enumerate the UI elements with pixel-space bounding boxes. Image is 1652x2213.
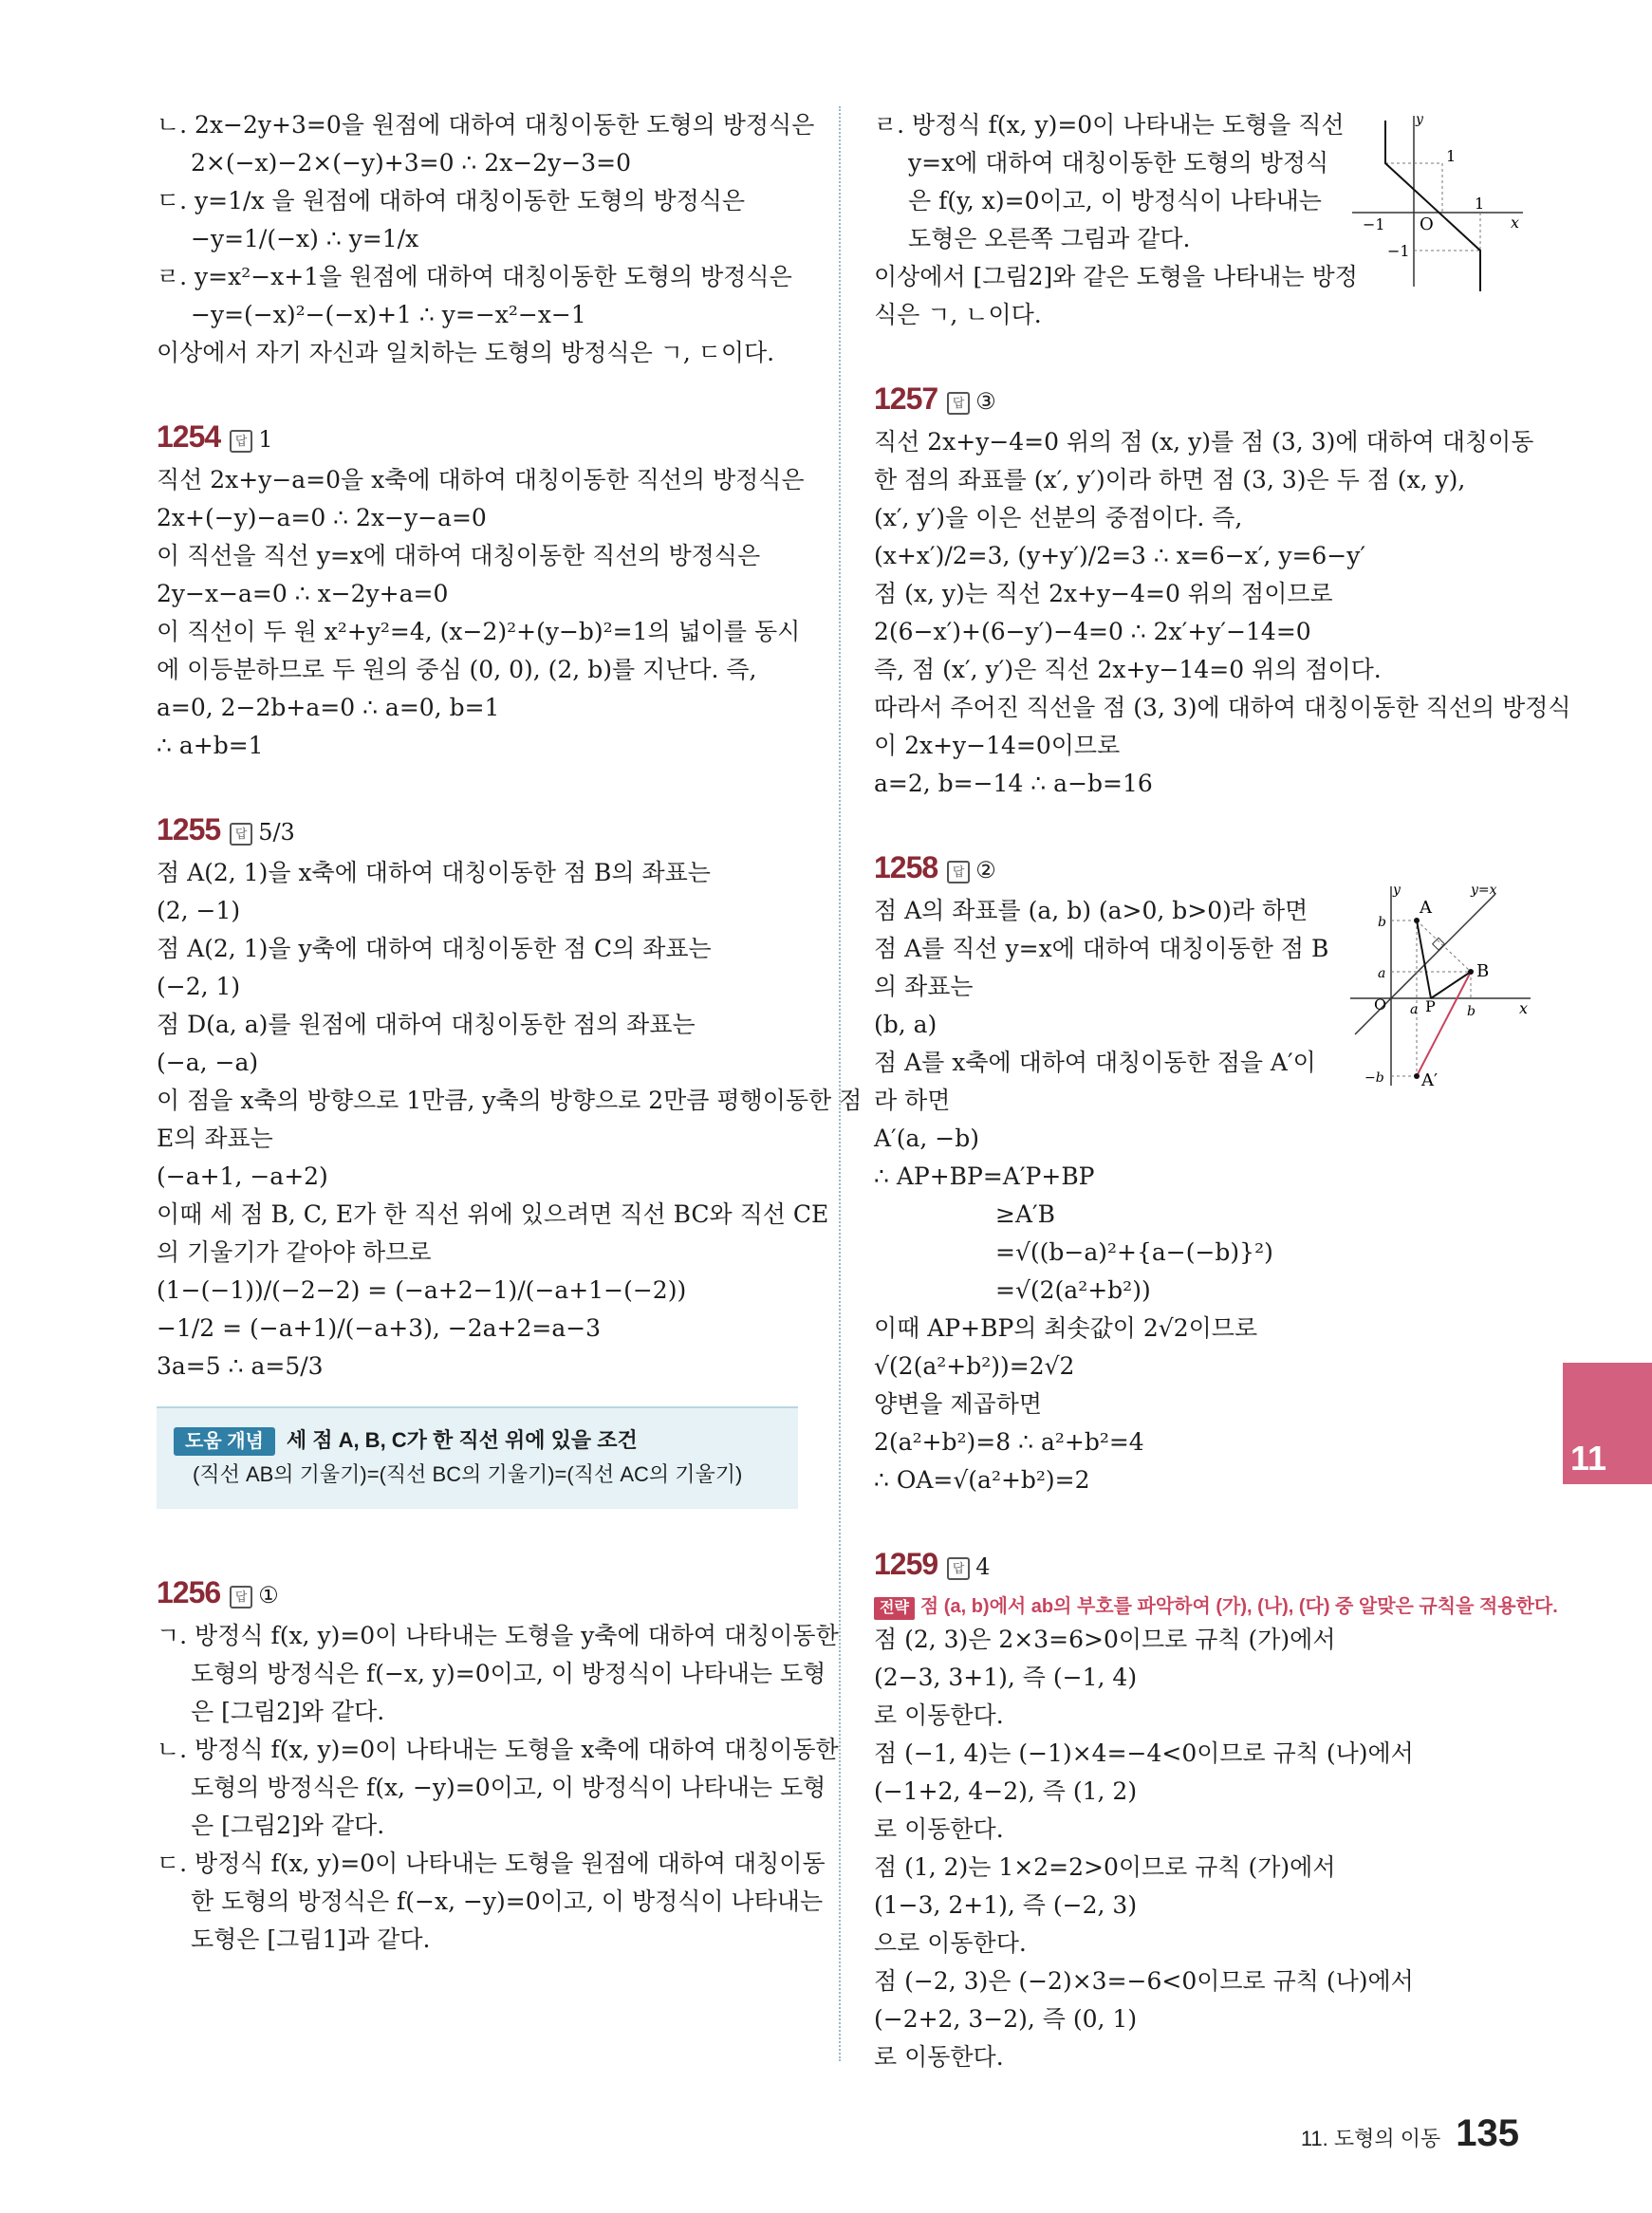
problem-header-1254 (157, 412, 802, 461)
text-line: (−a+1, −a+2) (157, 1162, 328, 1190)
tick-label: −1 (1387, 242, 1410, 260)
axis-label-y: y (1393, 883, 1401, 898)
tick-label: a (1378, 966, 1386, 981)
text-line: ∴ OA=√(a²+b²)=2 (874, 1466, 1090, 1494)
tick-label: −1 (1363, 215, 1385, 233)
problem-number: 1256 (157, 1575, 221, 1609)
text-line: 점 (x, y)는 직선 2x+y−4=0 위의 점이므로 (874, 580, 1333, 607)
problem-answer: ② (975, 857, 996, 883)
segment-A2B (1417, 972, 1471, 1076)
problem-answer: 4 (975, 1553, 991, 1580)
text-line: 의 기울기가 같아야 하므로 (157, 1238, 432, 1266)
concept-title: 세 점 A, B, C가 한 직선 위에 있을 조건 (286, 1428, 638, 1452)
text-line: 이때 AP+BP의 최솟값이 2√2이므로 (874, 1314, 1258, 1342)
problem-number: 1254 (157, 419, 221, 454)
problem-answer: 1 (258, 426, 273, 453)
point-label-P: P (1425, 997, 1436, 1015)
text-line: ㄷ. 방정식 f(x, y)=0이 나타내는 도형을 원점에 대하여 대칭이동 (157, 1850, 826, 1877)
text-line: 점 A(2, 1)을 y축에 대하여 대칭이동한 점 C의 좌표는 (157, 935, 712, 962)
text-line: ㄴ. 방정식 f(x, y)=0이 나타내는 도형을 x축에 대하여 대칭이동한 (157, 1736, 839, 1763)
text-line: 점 D(a, a)를 원점에 대하여 대칭이동한 점의 좌표는 (157, 1011, 696, 1038)
text-line: 직선 2x+y−4=0 위의 점 (x, y)를 점 (3, 3)에 대하여 대칭이동 (874, 428, 1534, 456)
axis-label-x: x (1519, 999, 1529, 1017)
text-line: 도형은 오른쪽 그림과 같다. (908, 225, 1191, 252)
text-line: 에 이등분하므로 두 원의 중심 (0, 0), (2, b)를 지난다. 즉, (157, 656, 757, 683)
text-line: a=2, b=−14 ∴ a−b=16 (874, 770, 1153, 797)
text-line: 2(6−x′)+(6−y′)−4=0 ∴ 2x′+y′−14=0 (874, 618, 1311, 645)
text-line: 점 A를 x축에 대하여 대칭이동한 점을 A′이 (874, 1049, 1316, 1076)
graph-curve (1385, 121, 1480, 291)
text-line: 도형은 [그림1]과 같다. (191, 1925, 431, 1953)
origin-label: O (1420, 214, 1434, 234)
text-line: a=0, 2−2b+a=0 ∴ a=0, b=1 (157, 694, 500, 721)
text-line: =√(2(a²+b²)) (995, 1276, 1151, 1304)
text-line: ∴ a+b=1 (157, 732, 264, 759)
segment-AP (1417, 921, 1431, 998)
text-line: (−1+2, 4−2), 즉 (1, 2) (874, 1777, 1138, 1805)
axis-label-y: y (1416, 112, 1423, 127)
text-line: 이 점을 x축의 방향으로 1만큼, y축의 방향으로 2만큼 평행이동한 점 (157, 1087, 863, 1114)
tick-label: −b (1364, 1070, 1384, 1086)
problem-header-1257 (874, 374, 1529, 423)
strategy-text: 점 (a, b)에서 ab의 부호를 파악하여 (가), (나), (다) 중 알맞은 규칙을 적용한다. (919, 1596, 1558, 1617)
tick-label: b (1467, 1004, 1476, 1019)
chapter-side-tab-label: 11 (1570, 1439, 1607, 1478)
right-column (874, 106, 1571, 2076)
reflection-graph-figure (1347, 106, 1528, 296)
problem-header-1256 (157, 1568, 802, 1617)
text-line: (1−(−1))/(−2−2) = (−a+2−1)/(−a+1−(−2)) (157, 1276, 687, 1304)
origin-label: O (1374, 995, 1387, 1014)
answer-icon: 답 (947, 861, 970, 883)
text-line: 점 (1, 2)는 1×2=2>0이므로 규칙 (가)에서 (874, 1853, 1336, 1881)
text-line: 이때 세 점 B, C, E가 한 직선 위에 있으려면 직선 BC와 직선 CE (157, 1200, 829, 1228)
text-line: 2x+(−y)−a=0 ∴ 2x−y−a=0 (157, 504, 487, 531)
text-line: 점 A의 좌표를 (a, b) (a>0, b>0)라 하면 (874, 897, 1309, 924)
text-line: 로 이동한다. (874, 2043, 1004, 2071)
text-line: (−2, 1) (157, 973, 241, 1000)
point-A2 (1414, 1073, 1420, 1079)
text-line: (x+x′)/2=3, (y+y′)/2=3 ∴ x=6−x′, y=6−y′ (874, 542, 1366, 569)
text-line: 점 (−2, 3)은 (−2)×3=−6<0이므로 규칙 (나)에서 (874, 1967, 1414, 1995)
problem-number: 1259 (874, 1547, 938, 1581)
tick-label: a (1410, 1002, 1419, 1017)
text-line: 따라서 주어진 직선을 점 (3, 3)에 대하여 대칭이동한 직선의 방정식 (874, 694, 1571, 721)
answer-icon: 답 (230, 430, 252, 453)
answer-icon: 답 (230, 1586, 252, 1609)
text-line: 은 [그림2]와 같다. (191, 1698, 385, 1725)
text-line: 점 (2, 3)은 2×3=6>0이므로 규칙 (가)에서 (874, 1626, 1336, 1653)
answer-icon: 답 (230, 823, 252, 846)
text-line: 이 직선을 직선 y=x에 대하여 대칭이동한 직선의 방정식은 (157, 542, 761, 569)
text-line: 한 점의 좌표를 (x′, y′)이라 하면 점 (3, 3)은 두 점 (x, y), (874, 466, 1466, 493)
text-line: −1/2 = (−a+1)/(−a+3), −2a+2=a−3 (157, 1314, 602, 1342)
problem-1258-figure (1346, 875, 1535, 1091)
point-B (1468, 969, 1474, 975)
text-line: 양변을 제곱하면 (874, 1390, 1042, 1418)
text-line: (b, a) (874, 1011, 937, 1038)
strategy-line (874, 1589, 1558, 1621)
answer-icon: 답 (947, 1557, 970, 1580)
text-line: =√((b−a)²+{a−(−b)}²) (995, 1238, 1273, 1266)
text-line: 이 2x+y−14=0이므로 (874, 732, 1121, 759)
text-line: ≥A′B (995, 1200, 1056, 1228)
text-line: ∴ AP+BP=A′P+BP (874, 1162, 1095, 1190)
text-line: ㄹ. y=x²−x+1을 원점에 대하여 대칭이동한 도형의 방정식은 (157, 263, 792, 290)
text-line: 이 직선이 두 원 x²+y²=4, (x−2)²+(y−b)²=1의 넓이를 동시 (157, 618, 801, 645)
column-divider (839, 106, 841, 2061)
concept-tag: 도움 개념 (174, 1427, 275, 1456)
text-line: 로 이동한다. (874, 1702, 1004, 1729)
text-line: 점 (−1, 4)는 (−1)×4=−4<0이므로 규칙 (나)에서 (874, 1739, 1414, 1767)
concept-body: (직선 AB의 기울기)=(직선 BC의 기울기)=(직선 AC의 기울기) (193, 1462, 743, 1486)
text-line: 즉, 점 (x′, y′)은 직선 2x+y−14=0 위의 점이다. (874, 656, 1382, 683)
concept-box (157, 1406, 798, 1509)
text-line: (−a, −a) (157, 1049, 259, 1076)
tick-label: 1 (1475, 195, 1485, 213)
point-A (1414, 918, 1420, 923)
text-line: (2−3, 3+1), 즉 (−1, 4) (874, 1664, 1138, 1691)
left-column (157, 106, 863, 1959)
strategy-tag: 전략 (874, 1597, 915, 1620)
text-line: 2×(−x)−2×(−y)+3=0 ∴ 2x−2y−3=0 (191, 149, 631, 177)
text-line: −y=1/(−x) ∴ y=1/x (191, 225, 419, 252)
text-line: −y=(−x)²−(−x)+1 ∴ y=−x²−x−1 (191, 301, 586, 328)
text-line: 2(a²+b²)=8 ∴ a²+b²=4 (874, 1428, 1144, 1456)
text-line: 도형의 방정식은 f(x, −y)=0이고, 이 방정식이 나타내는 도형 (191, 1774, 826, 1801)
text-line: ㄱ. 방정식 f(x, y)=0이 나타내는 도형을 y축에 대하여 대칭이동한 (157, 1622, 839, 1649)
point-label-A2: A′ (1421, 1070, 1439, 1090)
problem-answer: 5/3 (258, 819, 295, 846)
text-line: ㄹ. 방정식 f(x, y)=0이 나타내는 도형을 직선 (874, 111, 1345, 139)
text-line: 라 하면 (874, 1087, 951, 1114)
problem-number: 1255 (157, 812, 221, 846)
text-line: 이상에서 [그림2]와 같은 도형을 나타내는 방정 (874, 263, 1358, 290)
line-label: y=x (1471, 883, 1497, 898)
axis-label-x: x (1511, 214, 1520, 232)
text-line: (1−3, 2+1), 즉 (−2, 3) (874, 1891, 1138, 1919)
text-line: (x′, y′)을 이은 선분의 중점이다. 즉, (874, 504, 1243, 531)
right-angle-mark (1433, 938, 1445, 950)
text-line: A′(a, −b) (874, 1125, 979, 1152)
text-line: 도형의 방정식은 f(−x, y)=0이고, 이 방정식이 나타내는 도형 (191, 1660, 826, 1687)
text-line: E의 좌표는 (157, 1125, 273, 1152)
text-line: 2y−x−a=0 ∴ x−2y+a=0 (157, 580, 449, 607)
text-line: 이상에서 자기 자신과 일치하는 도형의 방정식은 ㄱ, ㄷ이다. (157, 339, 775, 366)
text-line: 직선 2x+y−a=0을 x축에 대하여 대칭이동한 직선의 방정식은 (157, 466, 805, 493)
text-line: 로 이동한다. (874, 1815, 1004, 1843)
page-number: 135 (1456, 2112, 1519, 2154)
text-line: 은 [그림2]와 같다. (191, 1812, 385, 1839)
answer-icon: 답 (947, 392, 970, 415)
text-line: ㄷ. y=1/x 을 원점에 대하여 대칭이동한 도형의 방정식은 (157, 187, 746, 214)
point-label-A: A (1420, 898, 1432, 918)
text-line: 은 f(y, x)=0이고, 이 방정식이 나타내는 (908, 187, 1322, 214)
problem-header-1259 (874, 1539, 1529, 1589)
page-footer (1301, 2112, 1519, 2155)
text-line: 식은 ㄱ, ㄴ이다. (874, 301, 1042, 328)
text-line: √(2(a²+b²))=2√2 (874, 1352, 1075, 1380)
tick-label: 1 (1446, 147, 1457, 165)
text-line: ㄴ. 2x−2y+3=0을 원점에 대하여 대칭이동한 도형의 방정식은 (157, 111, 815, 139)
text-line: 3a=5 ∴ a=5/3 (157, 1352, 324, 1380)
point-label-B: B (1476, 961, 1490, 981)
text-line: (2, −1) (157, 897, 241, 924)
text-line: 한 도형의 방정식은 f(−x, −y)=0이고, 이 방정식이 나타내는 (191, 1888, 824, 1915)
text-line: 의 좌표는 (874, 973, 974, 1000)
text-line: y=x에 대하여 대칭이동한 도형의 방정식 (908, 149, 1329, 177)
text-line: 점 A(2, 1)을 x축에 대하여 대칭이동한 점 B의 좌표는 (157, 859, 711, 886)
tick-label: b (1378, 915, 1386, 930)
problem-number: 1258 (874, 850, 938, 884)
chapter-side-tab (1563, 1363, 1652, 1484)
problem-answer: ③ (975, 388, 996, 415)
text-line: 점 A를 직선 y=x에 대하여 대칭이동한 점 B (874, 935, 1329, 962)
problem-answer: ① (258, 1582, 279, 1609)
text-line: (−2+2, 3−2), 즉 (0, 1) (874, 2005, 1138, 2033)
footer-chapter: 11. 도형의 이동 (1300, 2127, 1441, 2150)
problem-header-1255 (157, 805, 802, 854)
problem-number: 1257 (874, 381, 938, 416)
text-line: 으로 이동한다. (874, 1929, 1027, 1957)
